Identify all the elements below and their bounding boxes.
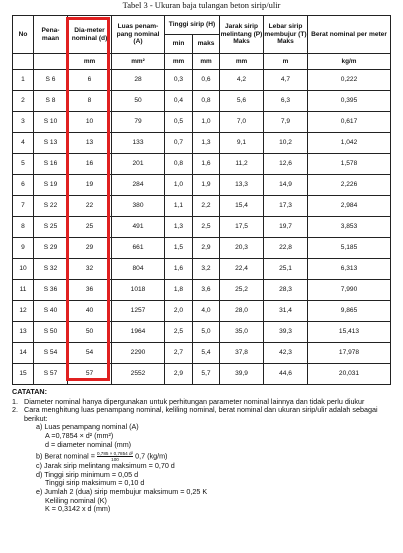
cell-luas: 201 [112, 154, 165, 175]
cell-no: 12 [13, 301, 34, 322]
cell-jarak: 17,5 [220, 217, 264, 238]
note-2 [12, 406, 397, 423]
cell-jarak: 22,4 [220, 259, 264, 280]
cell-luas: 2290 [112, 343, 165, 364]
table-row [13, 238, 391, 259]
cell-tinggi-maks: 0,8 [193, 91, 220, 112]
cell-lebar: 44,6 [264, 364, 308, 385]
note-b-label: b) Berat nominal = [36, 451, 95, 461]
note-e-keliling: Keliling nominal (K) [45, 495, 107, 505]
cell-jarak: 20,3 [220, 238, 264, 259]
cell-penamaan: S 32 [34, 259, 68, 280]
cell-penamaan: S 29 [34, 238, 68, 259]
header-penamaan: Pena-maan [34, 16, 68, 54]
cell-tinggi-min: 1,8 [165, 280, 193, 301]
cell-lebar: 25,1 [264, 259, 308, 280]
cell-luas: 1257 [112, 301, 165, 322]
cell-jarak: 5,6 [220, 91, 264, 112]
table-row [13, 301, 391, 322]
cell-jarak: 25,2 [220, 280, 264, 301]
note-2-number: 2. [12, 405, 18, 415]
cell-tinggi-min: 1,6 [165, 259, 193, 280]
cell-tinggi-min: 2,9 [165, 364, 193, 385]
cell-tinggi-maks: 1,0 [193, 112, 220, 133]
cell-berat: 0,395 [308, 91, 391, 112]
note-2-text: Cara menghitung luas penampang nominal, keliling nominal, berat nominal dan ukuran sirip/ulir adalah sebagai berikut: [24, 405, 378, 423]
cell-tinggi-min: 0,3 [165, 70, 193, 91]
cell-luas: 1018 [112, 280, 165, 301]
cell-jarak: 4,2 [220, 70, 264, 91]
header-min: min [165, 35, 193, 54]
cell-no: 7 [13, 196, 34, 217]
cell-luas: 1964 [112, 322, 165, 343]
cell-luas: 284 [112, 175, 165, 196]
cell-diameter: 25 [68, 217, 112, 238]
table-row [13, 259, 391, 280]
unit-maks: mm [193, 54, 220, 70]
header-tinggi: Tinggi sirip (H) [165, 16, 220, 35]
cell-jarak: 15,4 [220, 196, 264, 217]
cell-lebar: 4,7 [264, 70, 308, 91]
table-row [13, 154, 391, 175]
cell-berat: 6,313 [308, 259, 391, 280]
cell-no: 8 [13, 217, 34, 238]
note-1-text: Diameter nominal hanya dipergunakan untuk perhitungan parameter nominal lainnya dan tidak perlu diukur [24, 396, 365, 406]
rebar-size-table [12, 15, 391, 385]
cell-tinggi-maks: 1,3 [193, 133, 220, 154]
cell-berat: 17,978 [308, 343, 391, 364]
unit-diameter: mm [68, 54, 112, 70]
cell-lebar: 42,3 [264, 343, 308, 364]
cell-tinggi-maks: 2,9 [193, 238, 220, 259]
cell-berat: 15,413 [308, 322, 391, 343]
cell-penamaan: S 50 [34, 322, 68, 343]
cell-diameter: 13 [68, 133, 112, 154]
header-maks: maks [193, 35, 220, 54]
unit-cell-empty [13, 54, 34, 70]
cell-tinggi-maks: 1,9 [193, 175, 220, 196]
unit-berat: kg/m [308, 54, 391, 70]
cell-tinggi-min: 0,4 [165, 91, 193, 112]
header-luas: Luas penam-pang nominal (A) [112, 16, 165, 54]
cell-berat: 20,031 [308, 364, 391, 385]
table-row [13, 112, 391, 133]
cell-no: 15 [13, 364, 34, 385]
cell-tinggi-min: 2,5 [165, 322, 193, 343]
cell-tinggi-maks: 2,5 [193, 217, 220, 238]
cell-tinggi-maks: 4,0 [193, 301, 220, 322]
cell-lebar: 12,6 [264, 154, 308, 175]
cell-tinggi-maks: 5,4 [193, 343, 220, 364]
cell-lebar: 22,8 [264, 238, 308, 259]
cell-lebar: 10,2 [264, 133, 308, 154]
cell-tinggi-maks: 2,2 [193, 196, 220, 217]
cell-no: 14 [13, 343, 34, 364]
cell-jarak: 39,9 [220, 364, 264, 385]
table-row [13, 175, 391, 196]
table-title: Tabel 3 - Ukuran baja tulangan beton sirip/ulir [122, 0, 281, 10]
header-no: No [13, 16, 34, 54]
table-row [13, 364, 391, 385]
cell-tinggi-min: 1,1 [165, 196, 193, 217]
cell-luas: 661 [112, 238, 165, 259]
note-e: e) Jumlah 2 (dua) sirip membujur maksimum = 0,25 K [36, 486, 208, 496]
note-d-min: d) Tinggi sirip minimum = 0,05 d [36, 469, 139, 479]
cell-lebar: 28,3 [264, 280, 308, 301]
note-d-max: Tinggi sirip maksimum = 0,10 d [45, 478, 145, 488]
cell-berat: 1,578 [308, 154, 391, 175]
cell-penamaan: S 16 [34, 154, 68, 175]
cell-no: 5 [13, 154, 34, 175]
cell-tinggi-maks: 3,6 [193, 280, 220, 301]
cell-diameter: 8 [68, 91, 112, 112]
note-b-result: 0,7 (kg/m) [135, 451, 168, 461]
cell-lebar: 14,9 [264, 175, 308, 196]
unit-luas: mm² [112, 54, 165, 70]
cell-penamaan: S 22 [34, 196, 68, 217]
note-b-numerator: 0,785 × 0,7854 d² [96, 451, 134, 457]
cell-penamaan: S 25 [34, 217, 68, 238]
note-a-heading: a) Luas penampang nominal (A) [36, 422, 139, 432]
cell-berat: 3,853 [308, 217, 391, 238]
cell-jarak: 9,1 [220, 133, 264, 154]
table-row [13, 343, 391, 364]
table-row [13, 217, 391, 238]
table-row [13, 133, 391, 154]
cell-lebar: 31,4 [264, 301, 308, 322]
cell-jarak: 13,3 [220, 175, 264, 196]
header-berat: Berat nominal per meter [308, 16, 391, 54]
cell-tinggi-maks: 1,6 [193, 154, 220, 175]
cell-diameter: 50 [68, 322, 112, 343]
cell-tinggi-min: 1,0 [165, 175, 193, 196]
cell-tinggi-min: 1,3 [165, 217, 193, 238]
note-c: c) Jarak sirip melintang maksimum = 0,70 d [36, 461, 175, 471]
cell-tinggi-maks: 3,2 [193, 259, 220, 280]
cell-luas: 79 [112, 112, 165, 133]
cell-luas: 804 [112, 259, 165, 280]
cell-diameter: 36 [68, 280, 112, 301]
cell-no: 4 [13, 133, 34, 154]
table-row [13, 70, 391, 91]
cell-diameter: 6 [68, 70, 112, 91]
cell-penamaan: S 13 [34, 133, 68, 154]
cell-no: 2 [13, 91, 34, 112]
cell-diameter: 54 [68, 343, 112, 364]
cell-penamaan: S 19 [34, 175, 68, 196]
cell-lebar: 17,3 [264, 196, 308, 217]
cell-lebar: 19,7 [264, 217, 308, 238]
table-row [13, 196, 391, 217]
cell-berat: 1,042 [308, 133, 391, 154]
cell-diameter: 19 [68, 175, 112, 196]
cell-luas: 133 [112, 133, 165, 154]
cell-penamaan: S 6 [34, 70, 68, 91]
cell-berat: 2,984 [308, 196, 391, 217]
cell-luas: 380 [112, 196, 165, 217]
cell-tinggi-min: 1,5 [165, 238, 193, 259]
cell-tinggi-maks: 5,0 [193, 322, 220, 343]
cell-no: 1 [13, 70, 34, 91]
note-1-number: 1. [12, 396, 18, 406]
note-e-formula: K = 0,3142 x d (mm) [45, 504, 111, 514]
notes-section [12, 388, 397, 514]
cell-no: 10 [13, 259, 34, 280]
unit-cell-empty [34, 54, 68, 70]
cell-diameter: 10 [68, 112, 112, 133]
cell-jarak: 7,0 [220, 112, 264, 133]
cell-jarak: 37,8 [220, 343, 264, 364]
cell-lebar: 6,3 [264, 91, 308, 112]
table-row [13, 322, 391, 343]
header-lebar: Lebar sirip membujur (T) Maks [264, 16, 308, 54]
cell-penamaan: S 40 [34, 301, 68, 322]
cell-penamaan: S 36 [34, 280, 68, 301]
table-body [13, 70, 391, 385]
unit-lebar: m [264, 54, 308, 70]
cell-luas: 50 [112, 91, 165, 112]
cell-berat: 0,617 [308, 112, 391, 133]
header-diameter: Dia-meter nominal (d) [68, 16, 112, 54]
cell-jarak: 28,0 [220, 301, 264, 322]
cell-no: 9 [13, 238, 34, 259]
cell-no: 13 [13, 322, 34, 343]
cell-no: 6 [13, 175, 34, 196]
cell-tinggi-min: 0,7 [165, 133, 193, 154]
cell-tinggi-min: 2,7 [165, 343, 193, 364]
cell-diameter: 29 [68, 238, 112, 259]
cell-penamaan: S 54 [34, 343, 68, 364]
cell-jarak: 11,2 [220, 154, 264, 175]
notes-title: CATATAN: [12, 387, 47, 396]
table-row [13, 280, 391, 301]
cell-tinggi-maks: 5,7 [193, 364, 220, 385]
unit-min: mm [165, 54, 193, 70]
cell-jarak: 35,0 [220, 322, 264, 343]
cell-diameter: 16 [68, 154, 112, 175]
cell-berat: 5,185 [308, 238, 391, 259]
cell-lebar: 7,9 [264, 112, 308, 133]
cell-no: 11 [13, 280, 34, 301]
note-a-formula: A =0,7854 × d² (mm²) [45, 430, 114, 440]
cell-diameter: 57 [68, 364, 112, 385]
cell-berat: 7,990 [308, 280, 391, 301]
unit-jarak: mm [220, 54, 264, 70]
cell-penamaan: S 10 [34, 112, 68, 133]
cell-penamaan: S 8 [34, 91, 68, 112]
cell-tinggi-min: 0,8 [165, 154, 193, 175]
cell-luas: 28 [112, 70, 165, 91]
cell-penamaan: S 57 [34, 364, 68, 385]
cell-berat: 0,222 [308, 70, 391, 91]
cell-no: 3 [13, 112, 34, 133]
cell-luas: 2552 [112, 364, 165, 385]
cell-luas: 491 [112, 217, 165, 238]
note-a-definition: d = diameter nominal (mm) [45, 439, 132, 449]
cell-berat: 2,226 [308, 175, 391, 196]
cell-diameter: 22 [68, 196, 112, 217]
cell-diameter: 40 [68, 301, 112, 322]
cell-diameter: 32 [68, 259, 112, 280]
cell-tinggi-min: 2,0 [165, 301, 193, 322]
cell-tinggi-min: 0,5 [165, 112, 193, 133]
cell-tinggi-maks: 0,6 [193, 70, 220, 91]
cell-lebar: 39,3 [264, 322, 308, 343]
cell-berat: 9,865 [308, 301, 391, 322]
table-row [13, 91, 391, 112]
header-jarak: Jarak sirip melintang (P) Maks [220, 16, 264, 54]
note-b-denominator: 100 [111, 457, 119, 463]
